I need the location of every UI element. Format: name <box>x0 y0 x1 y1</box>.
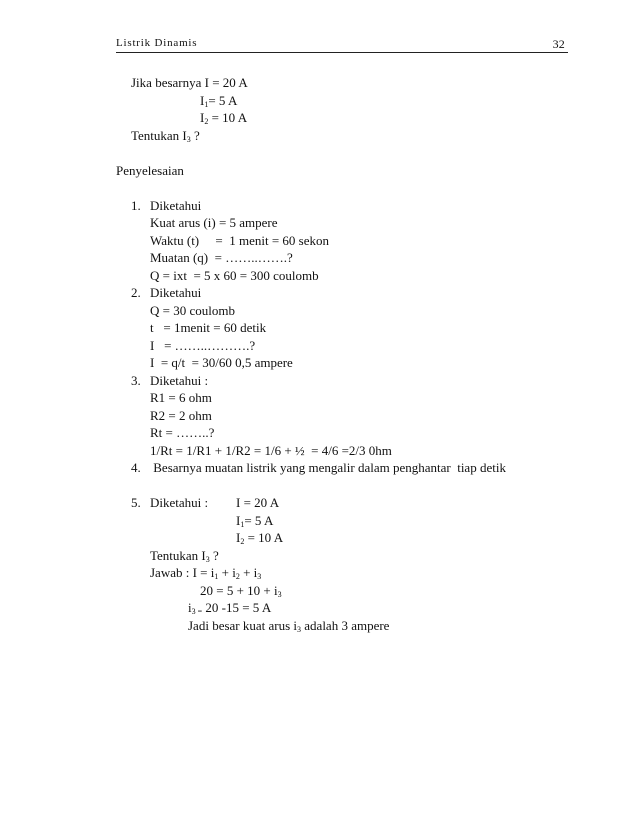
item3-line-1: Diketahui : <box>150 373 209 388</box>
item-number-4: 4. <box>131 460 141 475</box>
item5-equation-2: $20 = 5 + 10 + i_3$ <box>200 583 282 599</box>
page-header <box>116 36 568 53</box>
item5-conclusion: Jadi besar kuat arus $i_3$ adalah 3 ampere <box>188 618 390 634</box>
intro-line-3: $I_2 = 10$ A <box>200 110 248 126</box>
item3-line-2: R1 = 6 ohm <box>150 390 212 405</box>
item4-line-1: Besarnya muatan listrik yang mengalir dalam penghantar tiap detik <box>150 460 506 475</box>
item-number-5: 5. <box>131 495 141 510</box>
item2-line-4: I = ……..……….? <box>150 338 256 353</box>
item2-line-5: I = q/t = 30/60 0,5 ampere <box>150 355 293 370</box>
item5-equation-3: $i_{3 =}$ 20 -15 = 5 A <box>188 600 272 616</box>
item2-line-2: Q = 30 coulomb <box>150 303 235 318</box>
item-number-1: 1. <box>131 198 141 213</box>
item5-given-1: I = 20 A <box>236 495 280 510</box>
item1-line-3: Waktu (t) = 1 menit = 60 sekon <box>150 233 329 248</box>
item5-question: Tentukan $I_3$ ? <box>150 548 219 564</box>
item1-line-4: Muatan (q) = ……..…….? <box>150 250 293 265</box>
item3-line-3: R2 = 2 ohm <box>150 408 212 423</box>
item5-answer: Jawab : $I = i_1 + i_2 + i_3$ <box>150 565 262 581</box>
item2-line-3: t = 1menit = 60 detik <box>150 320 267 335</box>
intro-line-2: $I_1= 5$ A <box>200 93 238 109</box>
item3-line-5: 1/Rt = 1/R1 + 1/R2 = 1/6 + ½ = 4/6 =2/3 0hm <box>150 443 392 458</box>
header-title: Listrik Dinamis <box>116 37 198 49</box>
item1-line-1: Diketahui <box>150 198 202 213</box>
item5-given-2: $I_1= 5$ A <box>236 513 274 529</box>
item1-line-5: Q = ixt = 5 x 60 = 300 coulomb <box>150 268 319 283</box>
item1-line-2: Kuat arus (i) = 5 ampere <box>150 215 278 230</box>
item-number-2: 2. <box>131 285 141 300</box>
item5-label: Diketahui : <box>150 495 209 510</box>
item-number-3: 3. <box>131 373 141 388</box>
section-heading: Penyelesaian <box>116 163 184 178</box>
item2-line-1: Diketahui <box>150 285 202 300</box>
page-number: 32 <box>552 37 565 51</box>
item3-line-4: Rt = ……..? <box>150 425 215 440</box>
item5-given-3: $I_2 = 10$ A <box>236 530 284 546</box>
intro-question: Tentukan $I_3$ ? <box>131 128 200 144</box>
intro-line-1: Jika besarnya I = 20 A <box>131 75 248 90</box>
